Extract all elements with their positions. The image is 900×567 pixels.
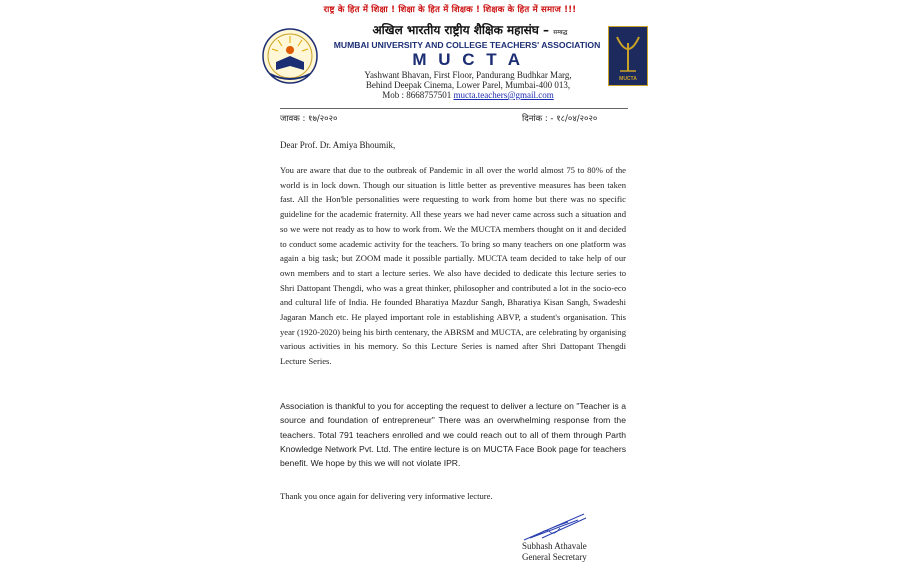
letter-date: दिनांक : - १८/०४/२०२० xyxy=(522,114,598,124)
slogan-banner: राष्ट्र के हित में शिक्षा ! शिक्षा के हित में शिक्षक ! शिक्षक के हित में समाज !!! xyxy=(323,5,577,15)
address-line-2: Behind Deepak Cinema, Lower Parel, Mumbai-400 013, xyxy=(365,80,571,90)
mobile-number: Mob : 8668757501 xyxy=(382,90,452,100)
mucta-logo xyxy=(608,26,648,86)
hindi-title xyxy=(335,21,605,38)
contact-line xyxy=(330,90,606,100)
body-paragraph-2: Association is thankful to you for accepting the request to deliver a lecture on "Teacher is a source and foundation of entrepreneur" There was an overwhelming response from the teachers. Total 791 teachers enrolled and we could reach out to all of them through Parth Knowledge Network Pvt. Ltd. The entire lecture is on MUCTA Face Book page for teachers benefit. We hope by this we will not violate IPR. xyxy=(280,401,626,469)
header-divider xyxy=(280,108,628,109)
email-link[interactable]: mucta.teachers@gmail.com xyxy=(453,90,554,100)
reference-number: जावक : १७/२०२० xyxy=(280,114,338,124)
signatory-title: General Secretary xyxy=(522,552,587,562)
mucta-logo-text: MUCTA xyxy=(619,76,637,82)
acronym-title: M U C T A xyxy=(412,50,524,69)
abrsm-logo xyxy=(258,26,322,88)
association-name: MUMBAI UNIVERSITY AND COLLEGE TEACHERS' ASSOCIATION xyxy=(333,40,601,50)
body-paragraph-1: You are aware that due to the outbreak of Pandemic in all over the world almost 75 to 80% of the world is in lock down. Though our situation is little better as preventive measures has been taken fast. All the Hon'ble personalities were requesting to work from home but there was no specific guideline for the academic fraternity. All these years we had never came across such a situation and so we were not ready as to how to work from. We the MUCTA members thought on it and decided to conduct some academic activity for the teachers. To bring so many teachers on one platform was again a big task; but ZOOM made it possible partially. MUCTA team decided to take help of our own members and to start a lecture series. We also have decided to dedicate this lecture series to Shri Dattopant Thengdi, who was a great thinker, philosopher and contributed a lot in the socio-eco and cultural life of India. He founded Bharatiya Mazdur Sangh, Bharatiya Kisan Sangh, Swadeshi Jagaran Manch etc. He played important role in establishing ABVP, a student's organisation. This year (1920-2020) being his birth centenary, the ABRSM and MUCTA, are celebrating by organising various activities in his memory. So this Lecture Series is named after Shri Dattopant Thengdi Lecture Series. xyxy=(280,165,626,367)
hindi-title-suffix: सम्बद्ध xyxy=(553,29,568,36)
salutation: Dear Prof. Dr. Amiya Bhoumik, xyxy=(280,140,396,150)
signatory-name: Subhash Athavale xyxy=(522,541,587,551)
address-line-1: Yashwant Bhavan, First Floor, Pandurang Budhkar Marg, xyxy=(364,70,572,80)
body-paragraph-3: Thank you once again for delivering very informative lecture. xyxy=(280,491,493,501)
hindi-title-text: अखिल भारतीय राष्ट्रीय शैक्षिक महासंघ – xyxy=(372,23,550,37)
handwritten-signature xyxy=(520,508,592,544)
